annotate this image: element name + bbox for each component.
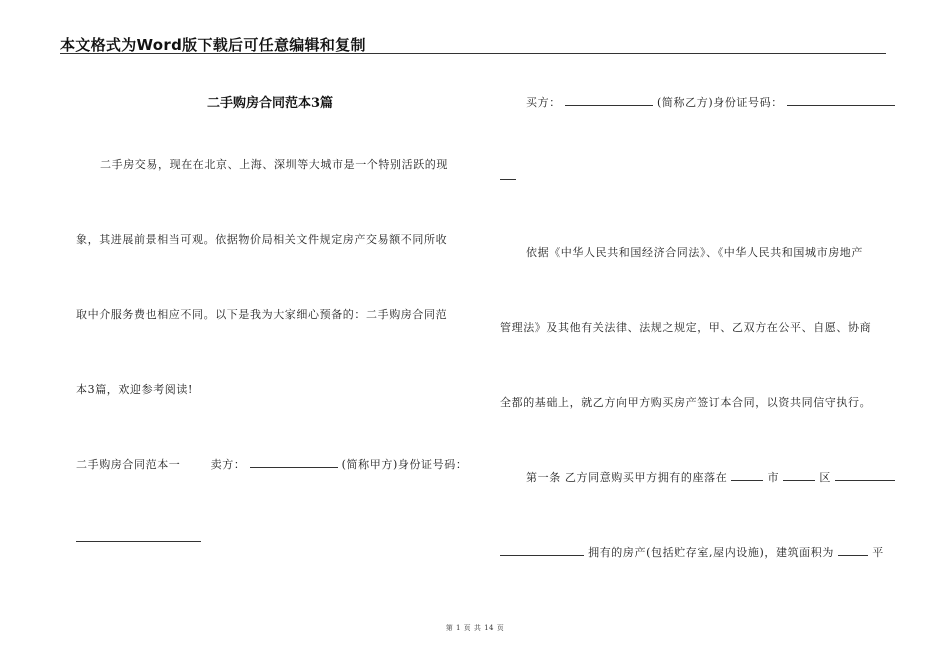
left-paragraph-line-1: 二手房交易，现在在北京、上海、深圳等大城市是一个特别活跃的现 — [100, 158, 448, 171]
buyer-id-blank-tail — [500, 169, 516, 180]
address-blank-continued — [500, 545, 584, 556]
area-unit-label: 平 — [872, 546, 884, 559]
property-description: 拥有的房产(包括贮存室,屋内设施)，建筑面积为 — [588, 546, 834, 559]
header-divider — [60, 53, 886, 54]
right-paragraph-line-2: 管理法》及其他有关法律、法规之规定，甲、乙双方在公平、自愿、协商 — [500, 321, 872, 334]
buyer-id-label: (简称乙方)身份证号码： — [657, 96, 783, 109]
city-label: 市 — [767, 471, 780, 484]
buyer-label: 买方： — [526, 96, 561, 109]
address-blank — [835, 470, 895, 481]
left-paragraph-line-2: 象，其进展前景相当可观。依据物价局相关文件规定房产交易额不同所收 — [76, 233, 448, 246]
area-blank — [838, 545, 868, 556]
left-paragraph-line-4: 本3篇，欢迎参考阅读! — [76, 383, 194, 396]
contract-sample-one-label: 二手购房合同范本一 — [76, 458, 181, 471]
page-number: 第 1 页 共 14 页 — [445, 624, 505, 632]
buyer-id-blank-continuation — [500, 169, 516, 183]
buyer-name-blank — [565, 95, 653, 106]
buyer-id-blank — [787, 95, 895, 106]
district-label: 区 — [819, 471, 831, 484]
contract-seller-line — [76, 456, 467, 472]
right-paragraph-line-1: 依据《中华人民共和国经济合同法》、《中华人民共和国城市房地产 — [526, 246, 863, 259]
city-blank — [731, 470, 763, 481]
seller-id-label: (简称甲方)身份证号码： — [341, 458, 468, 471]
seller-id-blank — [76, 531, 201, 542]
contract-buyer-line — [526, 94, 895, 110]
document-title: 二手购房合同范本3篇 — [206, 96, 334, 111]
article-one-line-2 — [500, 544, 884, 560]
district-blank — [783, 470, 815, 481]
document-header-title: 本文格式为Word版下载后可任意编辑和复制 — [60, 36, 366, 54]
seller-label: 卖方： — [210, 458, 246, 471]
right-paragraph-line-3: 全都的基础上，就乙方向甲方购买房产签订本合同，以资共同信守执行。 — [500, 396, 872, 409]
article-one-line-1 — [526, 469, 895, 485]
seller-id-blank-line — [76, 531, 201, 545]
article-one-label: 第一条 乙方同意购买甲方拥有的座落在 — [526, 471, 728, 484]
seller-name-blank — [250, 457, 338, 468]
left-paragraph-line-3: 取中介服务费也相应不同。以下是我为大家细心预备的：二手购房合同范 — [76, 308, 448, 321]
